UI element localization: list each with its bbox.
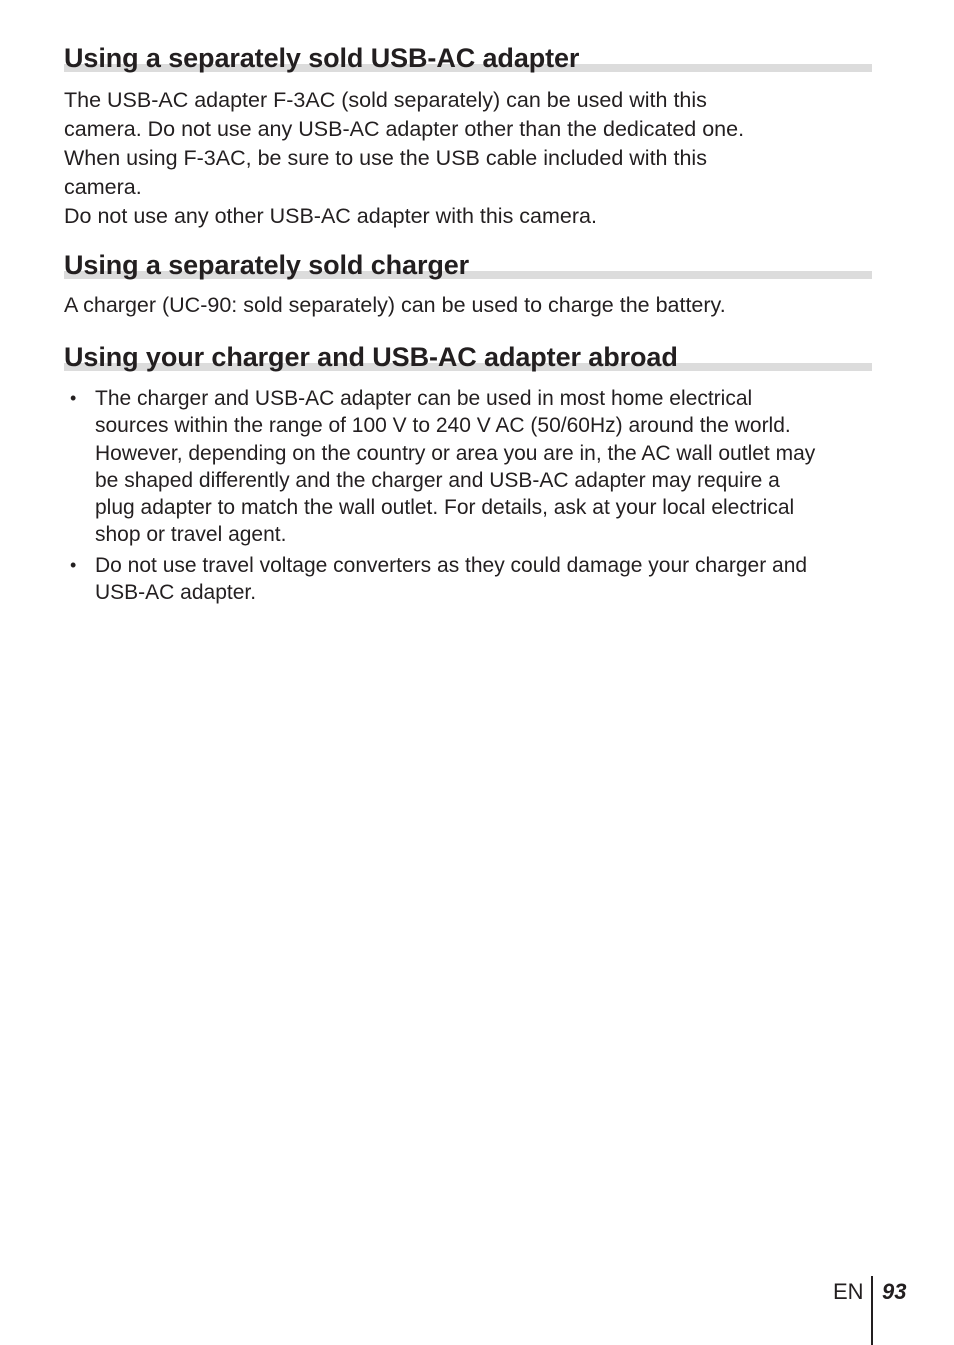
paragraph-line: Do not use any other USB-AC adapter with this camera.	[64, 204, 597, 228]
paragraph-block	[64, 86, 872, 231]
section-charger	[64, 245, 872, 320]
list-item	[64, 385, 872, 549]
list-item-line: plug adapter to match the wall outlet. For details, ask at your local electrical	[95, 496, 795, 520]
list-item-line: Do not use travel voltage converters as they could damage your charger and	[95, 553, 808, 577]
section-abroad	[64, 337, 872, 609]
section-usb-ac-adapter	[64, 38, 872, 231]
section-heading	[64, 38, 872, 72]
list-item-line: shop or travel agent.	[95, 523, 287, 547]
footer-divider	[871, 1276, 873, 1345]
paragraph-line: When using F-3AC, be sure to use the USB cable included with this	[64, 146, 707, 170]
paragraph-line: camera. Do not use any USB-AC adapter other than the dedicated one.	[64, 117, 745, 141]
paragraph-block	[64, 291, 872, 320]
section-heading	[64, 245, 872, 279]
list-item-line: be shaped differently and the charger and USB-AC adapter may require a	[95, 468, 780, 492]
language-label: EN	[833, 1279, 864, 1304]
list-item-line: The charger and USB-AC adapter can be used in most home electrical	[95, 387, 753, 410]
heading-usb-ac-adapter: Using a separately sold USB-AC adapter	[64, 43, 580, 73]
list-item-line: sources within the range of 100 V to 240 V AC (50/60Hz) around the world.	[95, 414, 791, 438]
paragraph-line: camera.	[64, 175, 142, 199]
bullet-symbol: •	[70, 388, 77, 408]
page-number: 93	[882, 1279, 907, 1304]
heading-abroad: Using your charger and USB-AC adapter abroad	[64, 342, 678, 372]
heading-charger: Using a separately sold charger	[64, 250, 470, 280]
paragraph-line: The USB-AC adapter F-3AC (sold separately) can be used with this	[64, 88, 707, 112]
bullet-symbol: •	[70, 554, 77, 575]
section-heading	[64, 337, 872, 371]
paragraph-line: A charger (UC-90: sold separately) can be used to charge the battery.	[64, 293, 726, 317]
list-item-line: USB-AC adapter.	[95, 581, 257, 605]
list-item	[64, 552, 872, 607]
list-item-line: However, depending on the country or area you are in, the AC wall outlet may	[95, 441, 816, 465]
bullet-list	[64, 385, 872, 606]
